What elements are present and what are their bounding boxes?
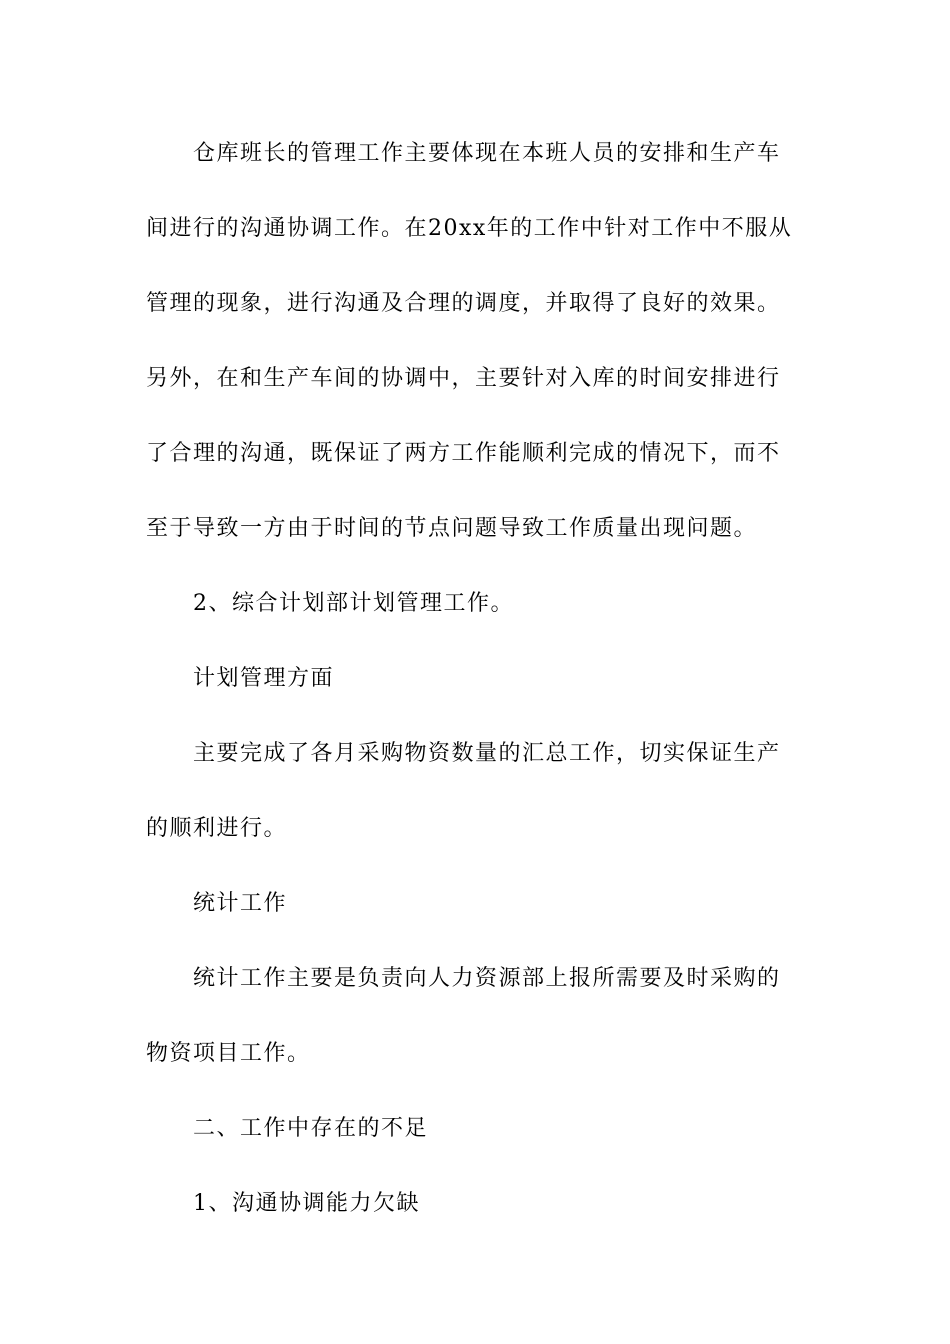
subheading-statistics <box>146 866 811 941</box>
text-line: 至于导致一方由于时间的节点问题导致工作质量出现问题。 <box>146 516 758 541</box>
text-line: 统计工作 <box>193 891 288 916</box>
subheading-communication <box>146 1166 811 1241</box>
text-line: 主要完成了各月采购物资数量的汇总工作，切实保证生产 <box>193 741 781 766</box>
paragraph-warehouse-management <box>146 116 811 566</box>
subheading-plan-management <box>146 641 811 716</box>
section-heading-shortcomings <box>146 1091 811 1166</box>
text-line: 仓库班长的管理工作主要体现在本班人员的安排和生产车 <box>193 141 781 166</box>
text-line: 另外，在和生产车间的协调中，主要针对入库的时间安排进行 <box>146 366 781 391</box>
paragraph-plan-management <box>146 716 811 866</box>
section-heading-planning-dept <box>146 566 811 641</box>
text-line: 物资项目工作。 <box>146 1041 311 1066</box>
text-line: 1、沟通协调能力欠缺 <box>193 1191 420 1216</box>
text-line: 管理的现象，进行沟通及合理的调度，并取得了良好的效果。 <box>146 291 781 316</box>
paragraph-statistics <box>146 941 811 1091</box>
text-line: 二、工作中存在的不足 <box>193 1116 429 1141</box>
text-line: 了合理的沟通，既保证了两方工作能顺利完成的情况下，而不 <box>146 441 781 466</box>
text-line: 的顺利进行。 <box>146 816 288 841</box>
text-line: 2、综合计划部计划管理工作。 <box>193 591 514 616</box>
text-line: 间进行的沟通协调工作。在20xx年的工作中针对工作中不服从 <box>146 216 793 241</box>
text-line: 统计工作主要是负责向人力资源部上报所需要及时采购的 <box>193 966 781 991</box>
text-line: 计划管理方面 <box>193 666 335 691</box>
